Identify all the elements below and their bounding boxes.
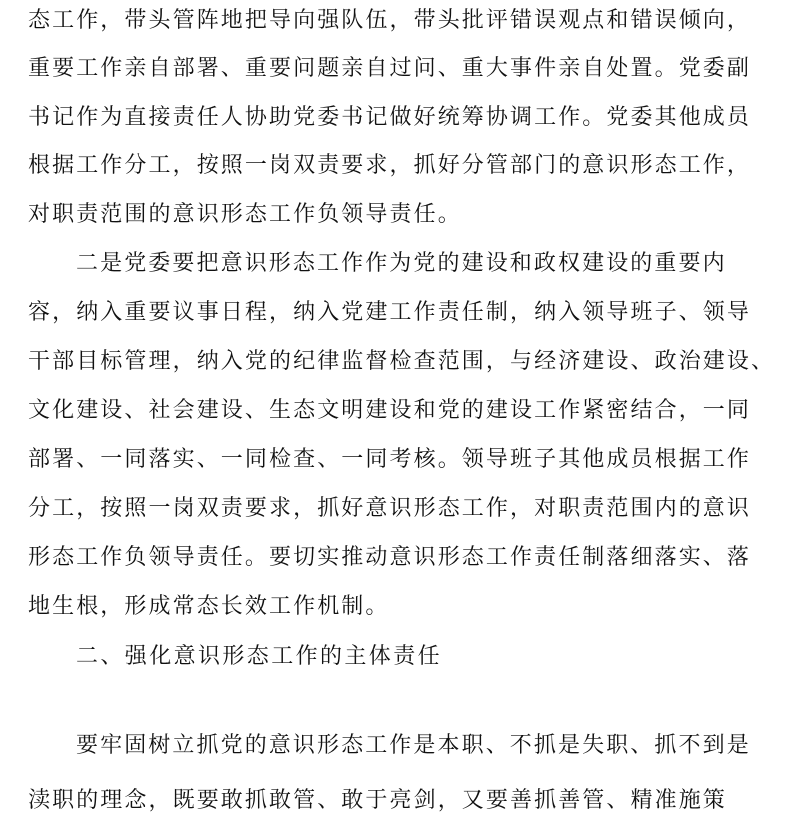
paragraph-first-line: 要牢固树立抓党的意识形态工作是本职、不抓是失职、抓不到是: [76, 733, 751, 758]
text-line: 书记作为直接责任人协助党委书记做好统筹协调工作。党委其他成员: [28, 105, 752, 130]
text-line: 重要工作亲自部署、重要问题亲自过问、重大事件亲自处置。党委副: [28, 56, 752, 81]
text-line: 根据工作分工，按照一岗双责要求，抓好分管部门的意识形态工作，: [28, 153, 752, 178]
text-line: 分工，按照一岗双责要求，抓好意识形态工作，对职责范围内的意识: [28, 496, 752, 521]
text-line: 对职责范围的意识形态工作负领导责任。: [28, 202, 462, 227]
text-line: 态工作，带头管阵地把导向强队伍，带头批评错误观点和错误倾向，: [28, 8, 752, 33]
text-line: 干部目标管理，纳入党的纪律监督检查范围，与经济建设、政治建设、: [28, 349, 776, 374]
paragraph-first-line: 二是党委要把意识形态工作作为党的建设和政权建设的重要内: [76, 251, 727, 276]
text-line: 部署、一同落实、一同检查、一同考核。领导班子其他成员根据工作: [28, 447, 752, 472]
text-line: 形态工作负领导责任。要切实推动意识形态工作责任制落细落实、落: [28, 545, 752, 570]
text-line: 渎职的理念，既要敢抓敢管、敢于亮剑，又要善抓善管、精准施策: [28, 788, 727, 813]
text-line: 文化建设、社会建设、生态文明建设和党的建设工作紧密结合，一同: [28, 398, 752, 423]
text-line: 容，纳入重要议事日程，纳入党建工作责任制，纳入领导班子、领导: [28, 300, 752, 325]
section-heading: 二、强化意识形态工作的主体责任: [76, 644, 443, 669]
text-line: 地生根，形成常态长效工作机制。: [28, 594, 390, 619]
